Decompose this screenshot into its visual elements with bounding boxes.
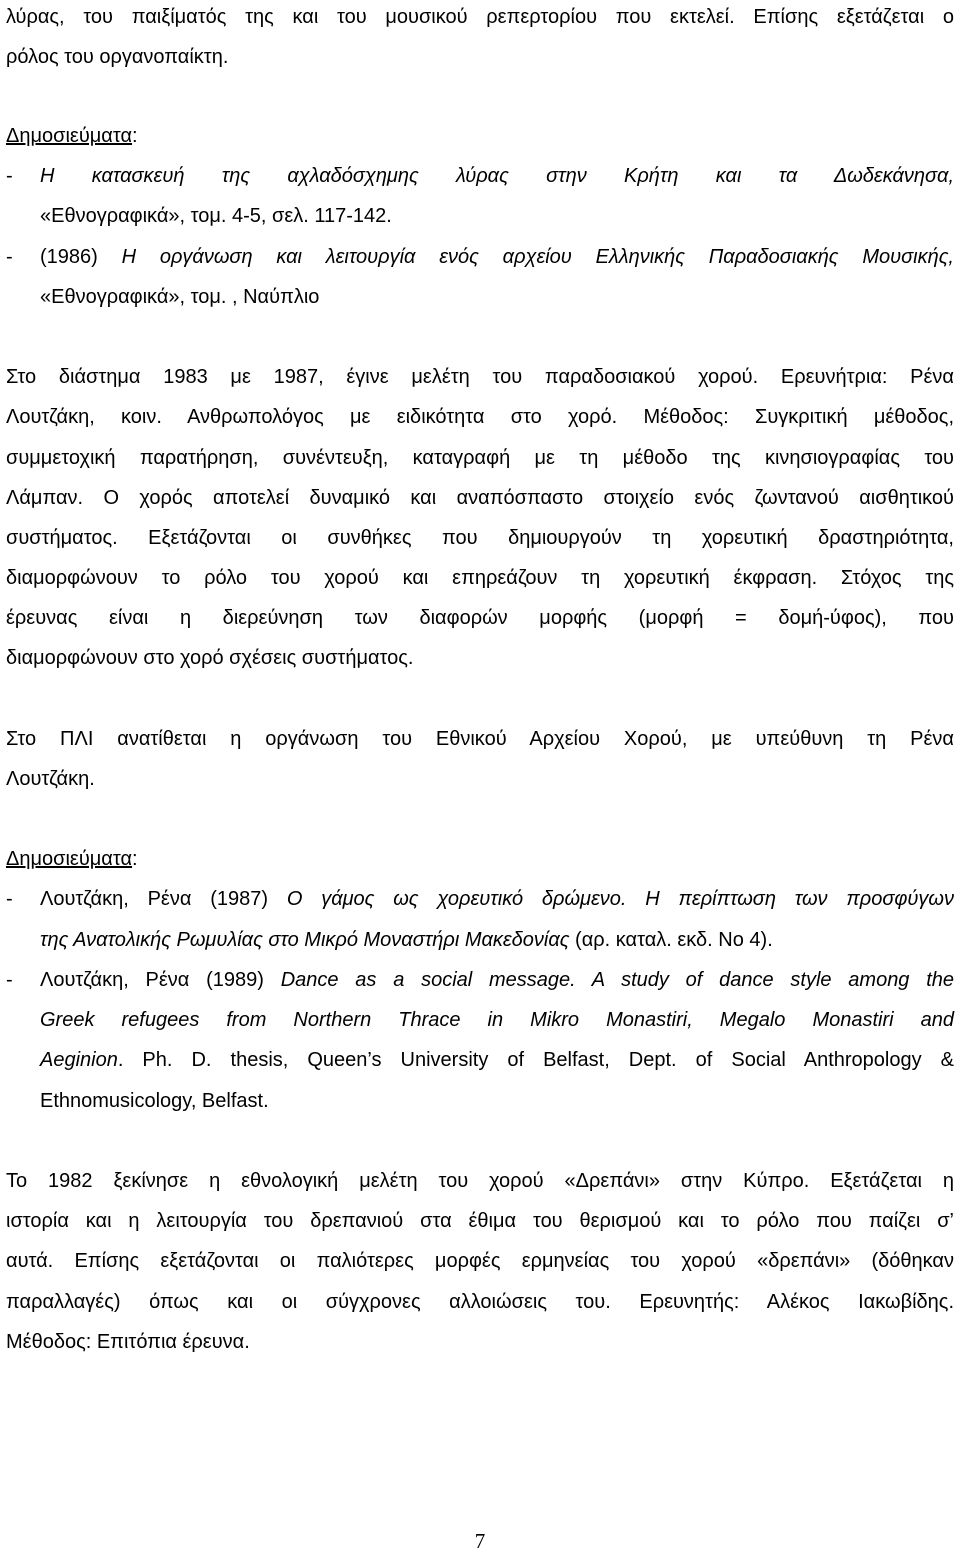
intro-line-1: λύρας, του παιξίματός της και του μουσικού ρεπερτορίου που εκτελεί. Επίσης εξετάζεται ο [6,6,954,28]
list-dash: - [6,246,13,268]
pub2-item2-line-3 [40,1048,954,1072]
pub-details: (αρ. καταλ. εκδ. Νο 4). [569,929,773,951]
dance-line-8: διαμορφώνουν στο χορό σχέσεις συστήματος. [6,647,414,669]
heading-colon: : [132,848,138,870]
pub1-item1-line-2: «Εθνογραφικά», τομ. 4-5, σελ. 117-142. [40,205,392,227]
pub2-item2-line-2: Greek refugees from Northern Thrace in Mikro Monastiri, Megalo Monastiri and [40,1009,954,1031]
pli-line-1: Στο ΠΛΙ ανατίθεται η οργάνωση του Εθνικού Αρχείου Χορού, με υπεύθυνη τη Ρένα [6,728,954,750]
pub1-item1-line-1: Η κατασκευή της αχλαδόσχημης λύρας στην Κρήτη και τα Δωδεκάνησα, [40,165,954,187]
dance-line-6: διαμορφώνουν το ρόλο του χορού και επηρεάζουν τη χορευτική έκφραση. Στόχος της [6,567,954,589]
pub2-item2-line-1 [40,968,954,992]
dance-line-4: Λάμπαν. Ο χορός αποτελεί δυναμικό και αναπόσπαστο στοιχείο ενός ζωντανού αισθητικού [6,487,954,509]
pub-title: Dance as a social message. A study of dance style among the [280,969,955,991]
pub2-item1-line-1 [40,887,954,911]
pub-year: (1986) [40,246,122,268]
publications-heading-text: Δημοσιεύματα [6,848,133,870]
list-dash: - [6,888,13,910]
dance-line-7: έρευνας είναι η διερεύνηση των διαφορών μορφής (μορφή = δομή-ύφος), που [6,607,954,629]
drepani-line-2: ιστορία και η λειτουργία του δρεπανιού στα έθιμα του θερισμού και το ρόλο που παίζει σ’ [6,1210,954,1232]
dance-line-1: Στο διάστημα 1983 με 1987, έγινε μελέτη του παραδοσιακού χορού. Ερευνήτρια: Ρένα [6,366,954,388]
drepani-line-3: αυτά. Επίσης εξετάζονται οι παλιότερες μορφές ερμηνείας του χορού «δρεπάνι» (δόθηκαν [6,1250,954,1272]
list-dash: - [6,969,13,991]
pub-author: Λουτζάκη, Ρένα (1987) [40,888,287,910]
list-dash: - [6,165,13,187]
dance-line-5: συστήματος. Εξετάζονται οι συνθήκες που δημιουργούν τη χορευτική δραστηριότητα, [6,527,954,549]
drepani-line-1: Το 1982 ξεκίνησε η εθνολογική μελέτη του χορού «Δρεπάνι» στην Κύπρο. Εξετάζεται η [6,1170,954,1192]
pub-title: της Ανατολικής Ρωμυλίας στο Μικρό Μοναστήρι Μακεδονίας [40,929,570,951]
dance-line-3: συμμετοχική παρατήρηση, συνέντευξη, καταγραφή με τη μέθοδο της κινησιογραφίας του [6,447,954,469]
publications-heading-1 [6,124,138,148]
pub-title: Ο γάμος ως χορευτικό δρώμενο. Η περίπτωση των προσφύγων [286,888,954,910]
publications-heading-text: Δημοσιεύματα [6,125,133,147]
pub2-item1-line-2 [40,928,773,952]
pub-details: . Ph. D. thesis, Queen’s University of Belfast, Dept. of Social Anthropology & [117,1049,954,1071]
intro-line-2: ρόλος του οργανοπαίκτη. [6,46,229,68]
pub-title: Η οργάνωση και λειτουργία ενός αρχείου Ελληνικής Παραδοσιακής Μουσικής, [121,246,954,268]
page-number: 7 [474,1529,486,1553]
drepani-line-5: Μέθοδος: Επιτόπια έρευνα. [6,1331,250,1353]
pli-line-2: Λουτζάκη. [6,768,95,790]
pub2-item2-line-4: Ethnomusicology, Belfast. [40,1090,269,1112]
pub1-item2-line-1 [40,245,954,269]
heading-colon: : [132,125,138,147]
pub1-item2-line-2: «Εθνογραφικά», τομ. , Ναύπλιο [40,286,320,308]
publications-heading-2 [6,847,138,871]
pub-author: Λουτζάκη, Ρένα (1989) [40,969,281,991]
drepani-line-4: παραλλαγές) όπως και οι σύγχρονες αλλοιώσεις του. Ερευνητής: Αλέκος Ιακωβίδης. [6,1291,954,1313]
dance-line-2: Λουτζάκη, κοιν. Ανθρωπολόγος με ειδικότητα στο χορό. Μέθοδος: Συγκριτική μέθοδος, [6,406,954,428]
pub-title: Aeginion [40,1049,118,1071]
